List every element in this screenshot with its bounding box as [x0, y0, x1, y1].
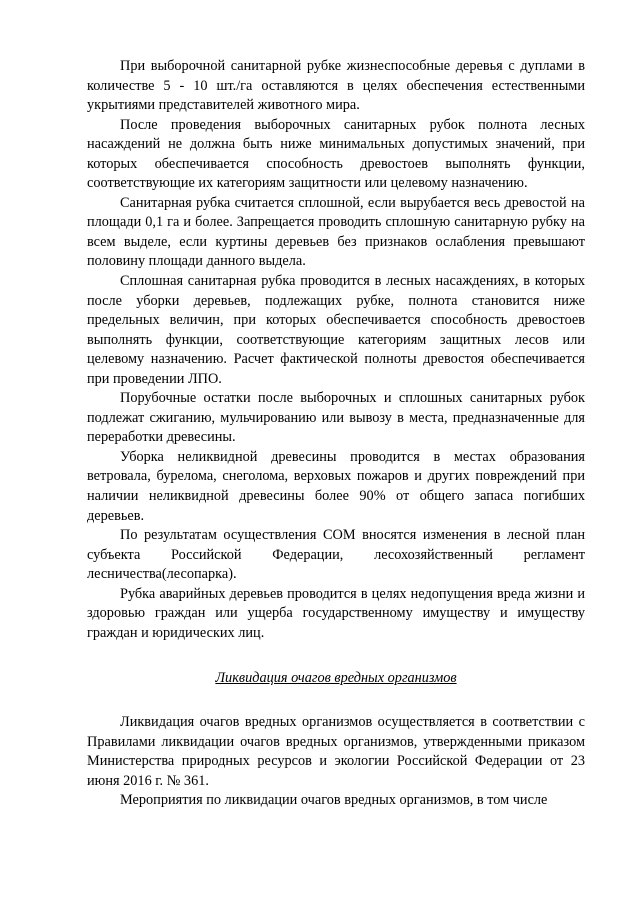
- paragraph-dead-trees-hollows: При выборочной санитарной рубке жизнеспособные деревья с дуплами в количестве 5 - 10 шт./га оставляются в целях обеспечения естественными укрытиями представителей животного мира.: [87, 58, 585, 114]
- paragraph-clear-felling-conditions: Сплошная санитарная рубка проводится в лесных насаждениях, в которых после уборки деревьев, подлежащих рубке, полнота становится ниже предельных величин, при которых обеспечивается способность древостоев выполнять функции, соответствующие категориям защитных лесов или целевому назначению. Расчет фактической полноты древостоя обеспечивается при проведении ЛПО.: [87, 273, 585, 387]
- paragraph-clear-felling-definition: Санитарная рубка считается сплошной, если вырубается весь древостой на площади 0,1 га и более. Запрещается проводить сплошную санитарную рубку на всем выделе, если куртины деревьев без признаков ослабления превышают половину площади данного выдела.: [87, 194, 585, 270]
- paragraph-selective-felling-density: После проведения выборочных санитарных рубок полнота лесных насаждений не должна быть ниже минимальных допустимых значений, при которых обеспечивается способность древостоев выполнять функции, соответствующие их категориям защитности или целевому назначению.: [87, 116, 585, 192]
- section-heading: Ликвидация очагов вредных организмов: [215, 670, 457, 687]
- paragraph-forest-plan-changes: По результатам осуществления СОМ вносятся изменения в лесной план субъекта Российской Федерации, лесохозяйственный регламент лесничества(лесопарка).: [87, 527, 585, 583]
- paragraph-pest-elimination-rules: Ликвидация очагов вредных организмов осуществляется в соответствии с Правилами ликвидации очагов вредных организмов, утвержденными приказом Министерства природных ресурсов и экологии Российской Федерации от 23 июня 2016 г. № 361.: [87, 713, 585, 789]
- paragraph-pest-measures: Мероприятия по ликвидации очагов вредных организмов, в том числе: [120, 792, 548, 809]
- paragraph-hazard-trees: Рубка аварийных деревьев проводится в целях недопущения вреда жизни и здоровью граждан или ущерба государственному имуществу и имуществу граждан и юридических лиц.: [87, 585, 585, 641]
- paragraph-logging-residues: Порубочные остатки после выборочных и сплошных санитарных рубок подлежат сжиганию, мульчированию или вывозу в места, предназначенные для переработки древесины.: [87, 390, 585, 446]
- page-body: [87, 57, 585, 811]
- paragraph-illiquid-wood: Уборка неликвидной древесины проводится в местах образования ветровала, бурелома, снеголома, верховых пожаров и других повреждений при наличии неликвидной древесины более 90% от общего запаса погибших деревьев.: [87, 448, 585, 524]
